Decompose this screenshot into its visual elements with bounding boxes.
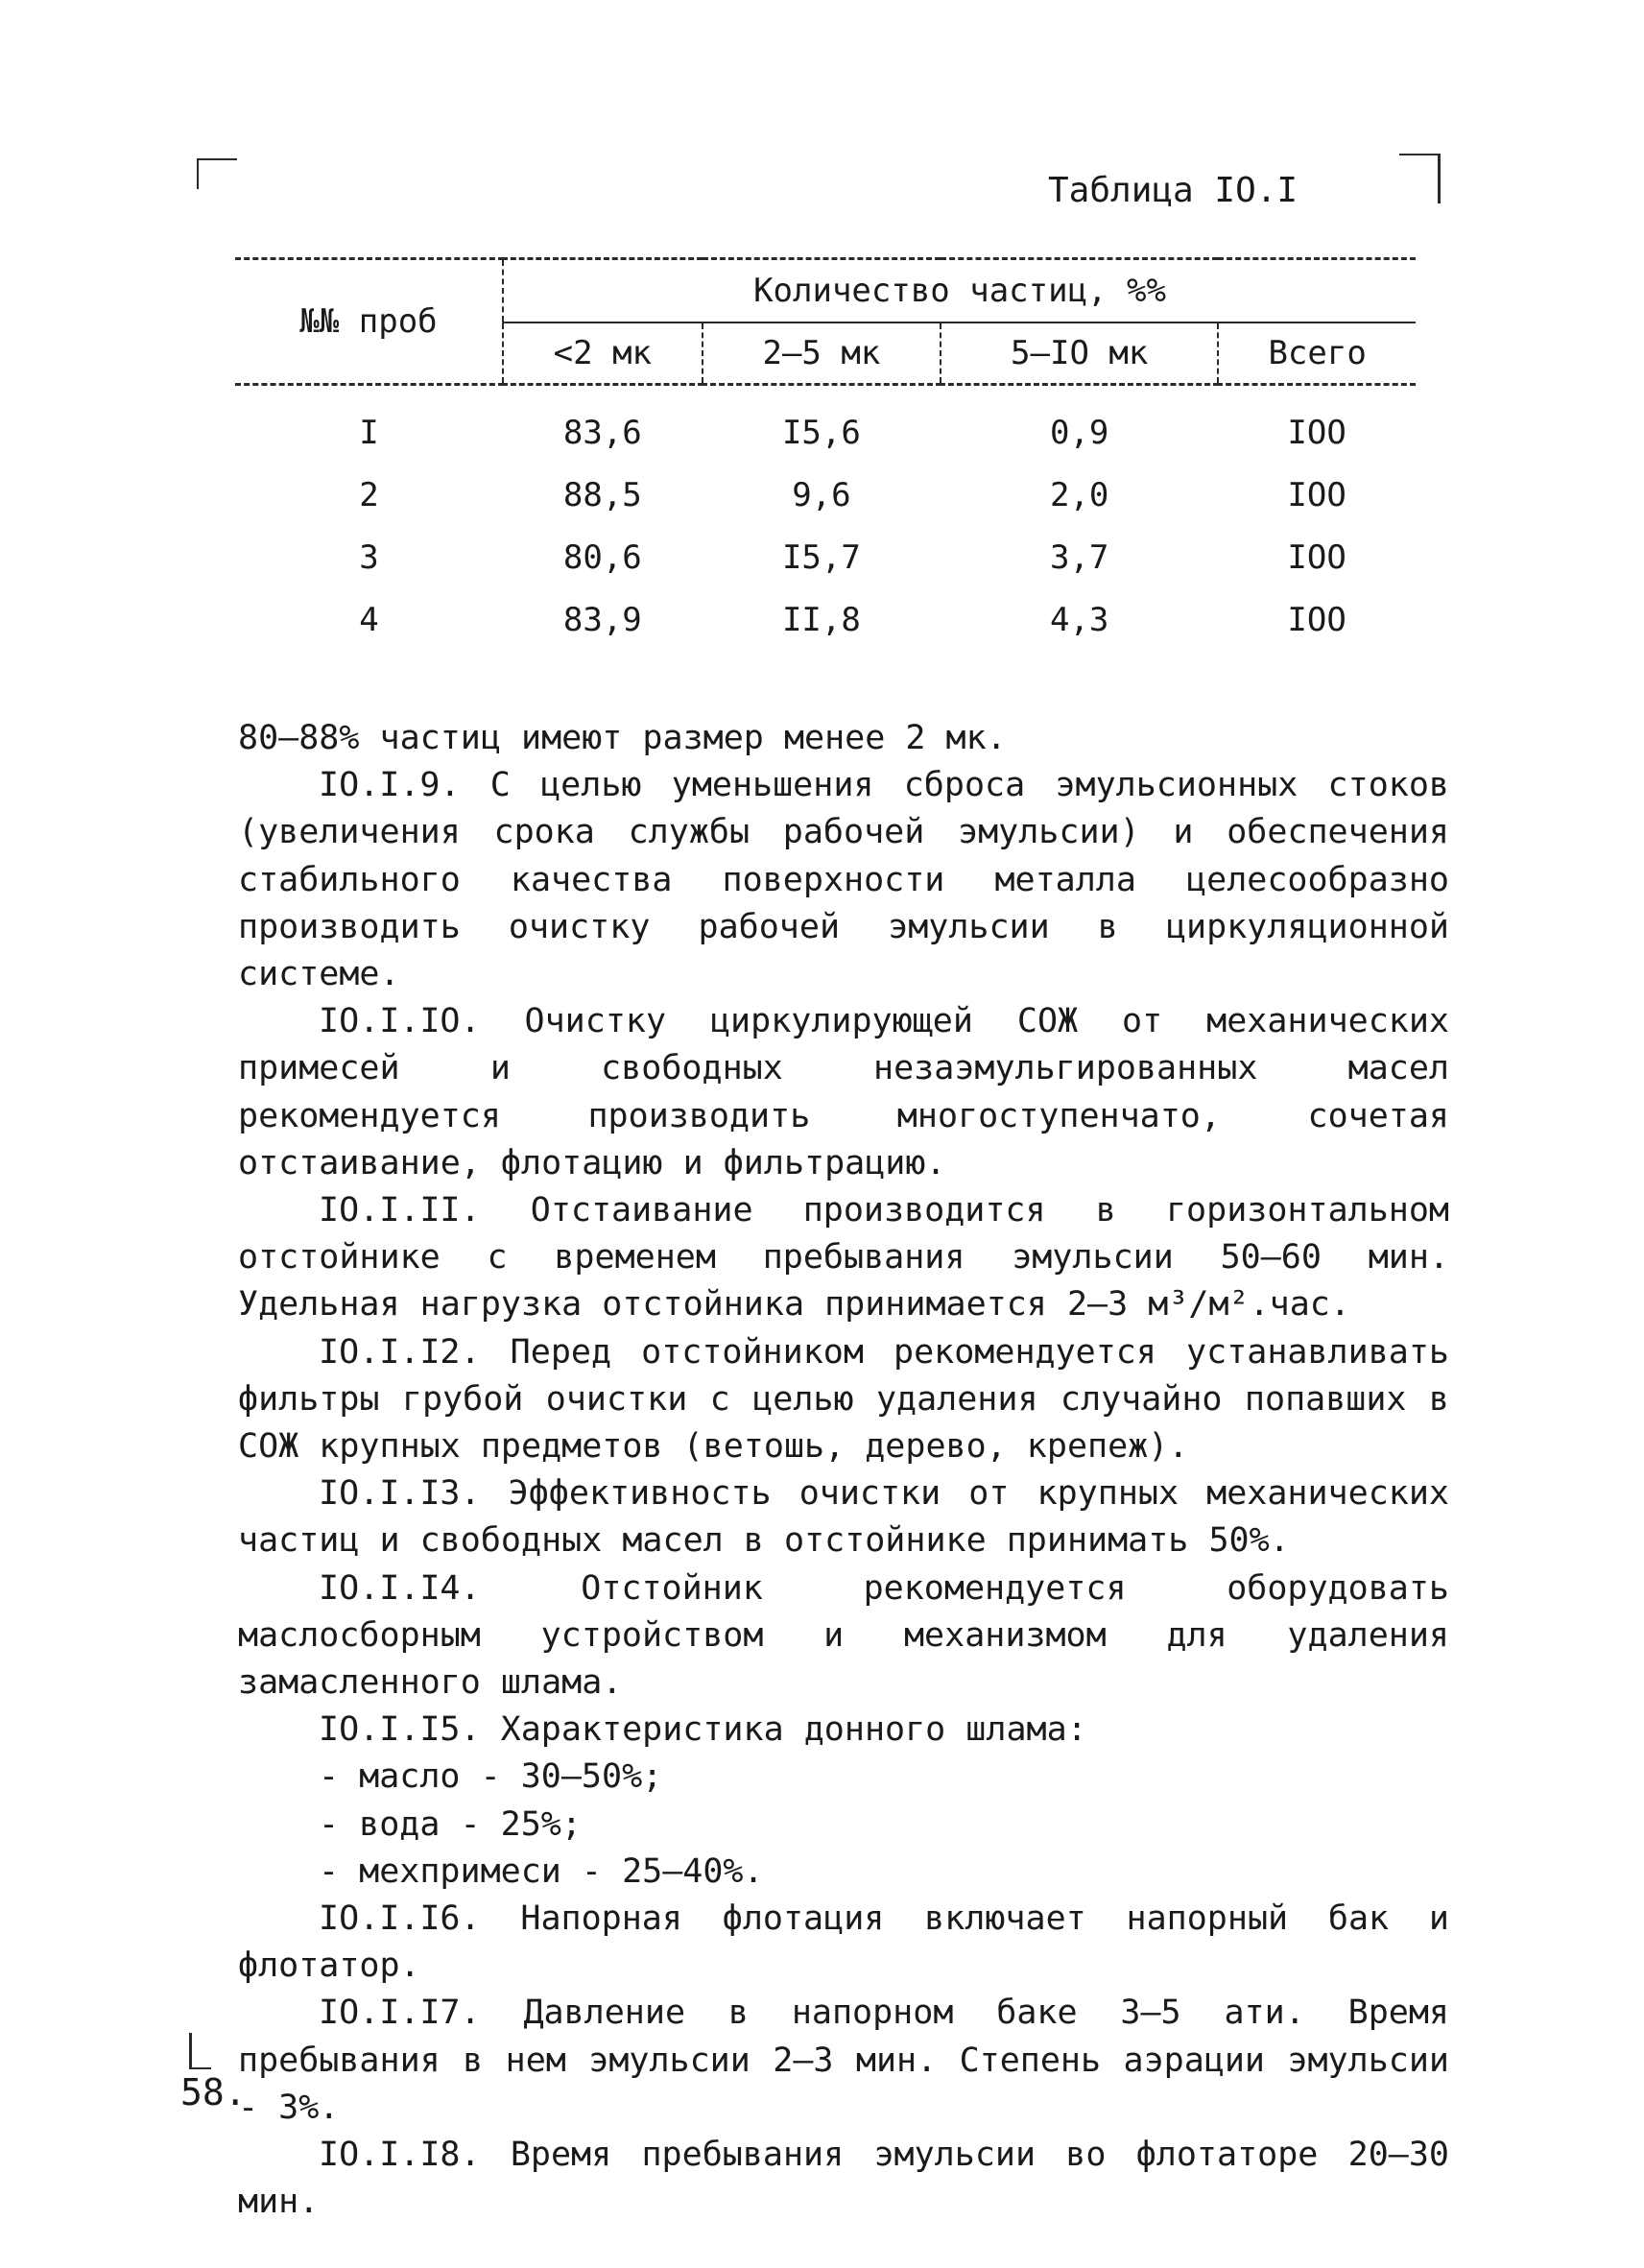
table-cell: IOO (1287, 600, 1346, 639)
table-row (235, 464, 1416, 526)
paragraph: IO.I.I8. Время пребывания эмульсии во флотаторе 20–30 мин. (238, 2136, 1449, 2222)
paragraph: IO.I.I2. Перед отстойником рекомендуется устанавливать фильтры грубой очистки с целью удаления случайно попавших в СОЖ крупных предметов (ветошь, дерево, крепеж). (238, 1332, 1449, 1467)
table-cell: 88,5 (562, 475, 642, 514)
list-item: - вода - 25%; (319, 1804, 582, 1844)
table-row (235, 385, 1416, 465)
table-row (235, 526, 1416, 588)
table-cell: IOO (1287, 475, 1346, 514)
column-header: Всего (1218, 322, 1416, 385)
table-cell: 4,3 (1049, 600, 1109, 639)
column-header: 5–IO мк (941, 322, 1218, 385)
table-cell: 83,9 (562, 600, 642, 639)
table-cell: 4 (359, 600, 379, 639)
table-cell: 2 (359, 475, 379, 514)
group-header: Количество частиц, %% (503, 259, 1416, 323)
corner-mark-top-left (197, 158, 237, 189)
table-cell: 83,6 (562, 413, 642, 452)
table-cell: II,8 (781, 600, 861, 639)
column-header: 2–5 мк (703, 322, 941, 385)
particle-table (235, 257, 1416, 651)
corner-mark-top-right (1399, 154, 1441, 203)
table-cell: I5,6 (781, 413, 861, 452)
probe-header: №№ проб (235, 259, 503, 385)
paragraph: IO.I.II. Отстаивание производится в горизонтальном отстойнике с временем пребывания эмульсии 50–60 мин. Удельная нагрузка отстойника принимается 2–3 м³/м².час. (238, 1191, 1449, 1325)
body-text (238, 715, 1449, 2227)
table-cell: I5,7 (781, 537, 861, 577)
paragraph: IO.I.I5. Характеристика донного шлама: (319, 1710, 1087, 1750)
table-cell: IOO (1287, 537, 1346, 577)
paragraph: IO.I.I4. Отстойник рекомендуется оборудовать маслосборным устройством и механизмом для удаления замасленного шлама. (238, 1568, 1449, 1703)
paragraph: IO.I.9. С целью уменьшения сброса эмульсионных стоков (увеличения срока службы рабочей эмульсии) и обеспечения стабильного качества поверхности металла целесообразно производить очистку рабочей эмульсии в циркуляционной системе. (238, 766, 1449, 994)
corner-mark-bottom-left (189, 2033, 211, 2069)
paragraph: IO.I.IO. Очистку циркулирующей СОЖ от механических примесей и свободных незаэмульгированных масел рекомендуется производить многоступенчато, сочетая отстаивание, флотацию и фильтрацию. (238, 1002, 1449, 1182)
column-header: <2 мк (553, 334, 653, 372)
table-cell: I (359, 413, 379, 452)
table-cell: 0,9 (1049, 413, 1109, 452)
page-number: 58. (180, 2071, 247, 2113)
paragraph: IO.I.I7. Давление в напорном баке 3–5 ати. Время пребывания в нем эмульсии 2–3 мин. Степень аэрации эмульсии - 3%. (238, 1993, 1449, 2127)
table-cell: 2,0 (1049, 475, 1109, 514)
table-header-row (235, 259, 1416, 323)
table-cell: 9,6 (792, 475, 851, 514)
table-cell: IOO (1287, 413, 1346, 452)
table-row (235, 588, 1416, 651)
paragraph: 80–88% частиц имеют размер менее 2 мк. (238, 719, 1007, 757)
list-item: - масло - 30–50%; (319, 1757, 663, 1797)
paragraph: IO.I.I3. Эффективность очистки от крупных механических частиц и свободных масел в отстойнике принимать 50%. (238, 1474, 1449, 1561)
list-item: - мехпримеси - 25–40%. (319, 1851, 764, 1891)
table-cell: 3,7 (1049, 537, 1109, 577)
table-cell: 80,6 (562, 537, 642, 577)
table-caption: Таблица IO.I (1048, 171, 1299, 210)
table-cell: 3 (359, 537, 379, 577)
paragraph: IO.I.I6. Напорная флотация включает напорный бак и флотатор. (238, 1899, 1449, 1986)
